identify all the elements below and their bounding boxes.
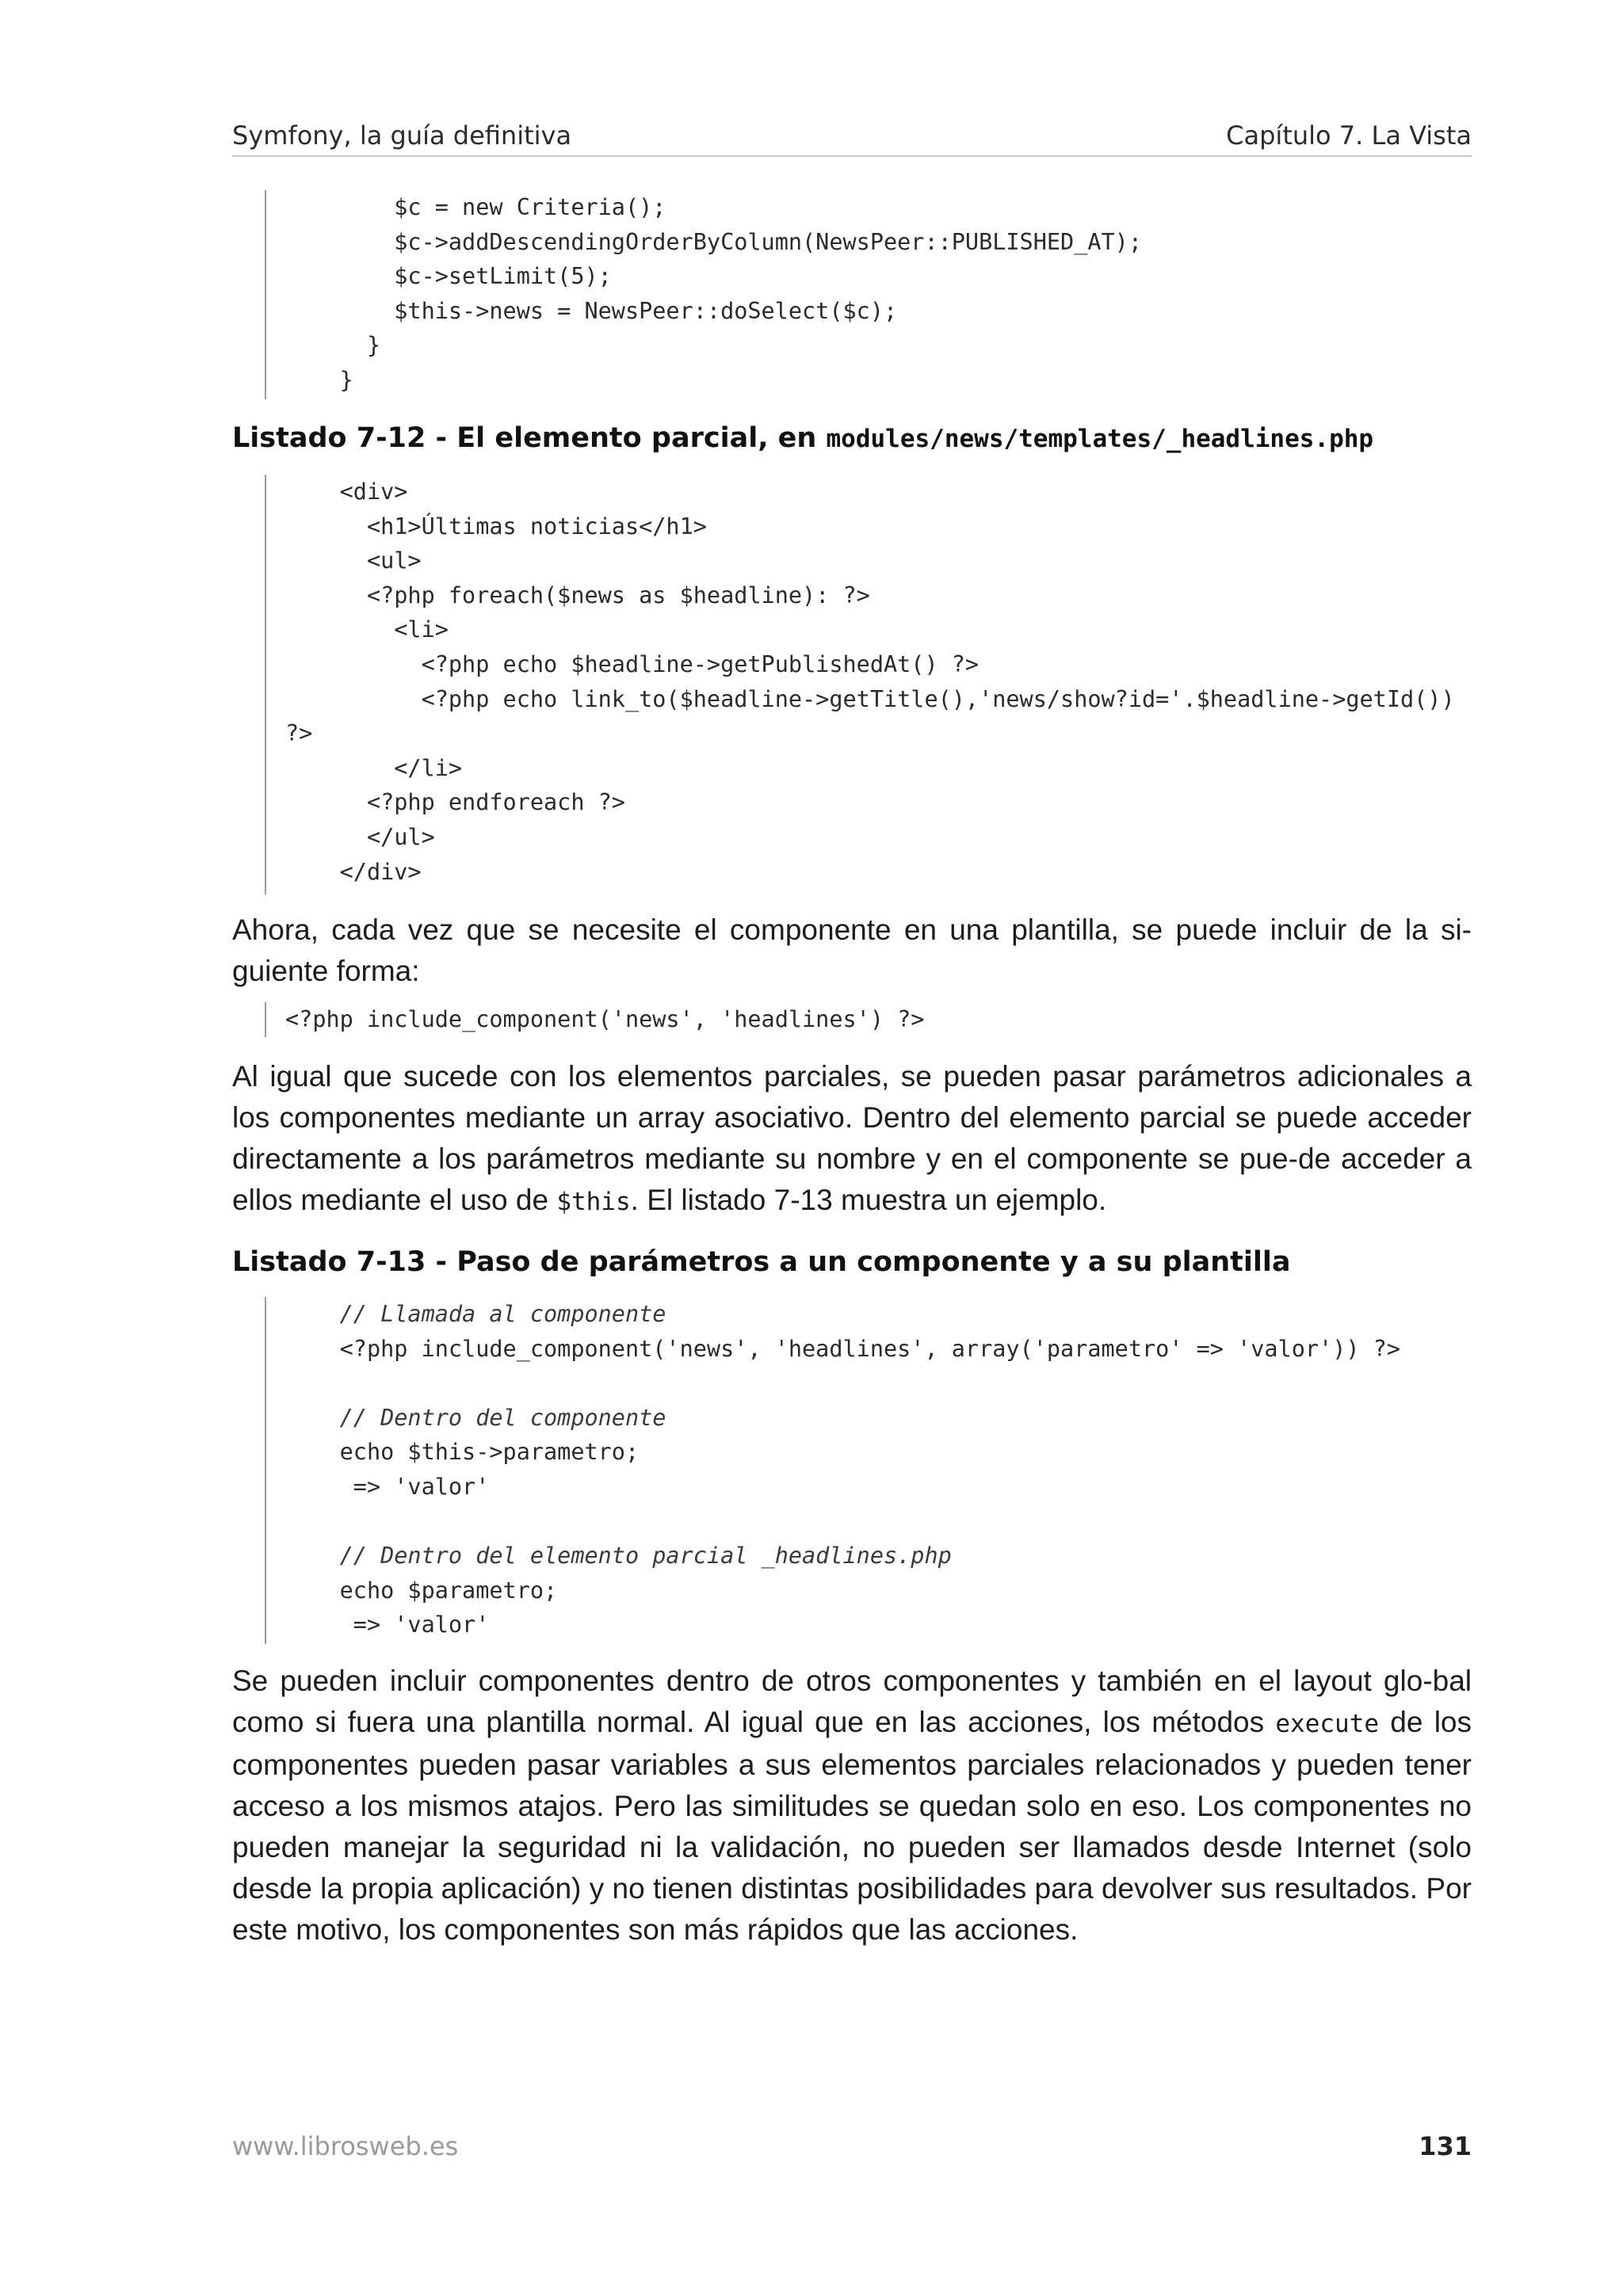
code-line: </ul> (285, 823, 435, 850)
code-line: <?php endforeach ?> (285, 789, 625, 816)
code-line: => 'valor' (285, 1611, 490, 1638)
page-header (232, 116, 1472, 157)
code-comment: // Dentro del componente (285, 1404, 666, 1431)
body-paragraph: Ahora, cada vez que se necesite el componente en una plantilla, se puede incluir de la si-guiente forma: (232, 913, 1472, 987)
code-line (285, 1505, 1400, 1539)
footer-website: www.librosweb.es (232, 2131, 459, 2161)
paragraph-text: . El listado 7-13 muestra un ejemplo. (630, 1184, 1107, 1216)
code-block (265, 475, 1455, 894)
inline-code: execute (1275, 1710, 1380, 1738)
code-comment: // Llamada al componente (285, 1301, 666, 1327)
listing-title-path: modules/news/templates/_headlines.php (826, 425, 1374, 453)
code-line: </li> (285, 754, 463, 781)
code-line (285, 1366, 1400, 1401)
code-line: <?php echo $headline->getPublishedAt() ?> (285, 650, 980, 677)
code-block (265, 1297, 1400, 1644)
code-block (265, 190, 1142, 399)
inline-code: $this (556, 1188, 631, 1216)
chapter-title: Capítulo 7. La Vista (1226, 120, 1472, 151)
code-line: ?> (285, 720, 313, 747)
code-line: } (285, 366, 353, 393)
code-line: <h1>Últimas noticias</h1> (285, 513, 707, 540)
paragraph-text: de los componentes pueden pasar variables a sus elementos parciales relacionados y pueden tener acceso a los mismos atajos. Pero las similitudes se quedan solo en eso. Los componentes no pueden manejar la seguridad ni la validación, no pueden ser llamados desde Internet (solo desde la propia aplicación) y no tienen distintas posibilidades para devolver sus resultados. Por este motivo, los componentes son más rápidos que las acciones. (232, 1706, 1472, 1946)
code-line: $c->setLimit(5); (285, 263, 612, 290)
code-line: } (285, 332, 381, 359)
listing-title: Listado 7-13 - Paso de parámetros a un componente y a su plantilla (232, 1246, 1291, 1278)
paragraph-text: Se pueden incluir componentes dentro de otros componentes y también en el layout glo-bal como si fuera una plantilla normal. Al igual que en las acciones, los métodos (232, 1665, 1472, 1738)
body-paragraph (232, 1661, 1472, 1951)
code-line: <?php foreach($news as $headline): ?> (285, 582, 870, 608)
body-paragraph (232, 1056, 1472, 1222)
book-title: Symfony, la guía definitiva (232, 120, 572, 151)
code-block (265, 1002, 924, 1037)
code-line: echo $parametro; (285, 1577, 558, 1604)
paragraph-text: Al igual que sucede con los elementos parciales, se pueden pasar parámetros adicionales a los componentes mediante un array asociativo. Dentro del elemento parcial se puede acceder directamente a los parámetros mediante su nombre y en el componente se pue-de acceder a ellos mediante el uso de (232, 1060, 1472, 1216)
code-line: <?php include_component('news', 'headlines', array('parametro' => 'valor')) ?> (285, 1335, 1400, 1362)
code-line: echo $this->parametro; (285, 1439, 640, 1466)
code-line: $c->addDescendingOrderByColumn(NewsPeer::PUBLISHED_AT); (285, 228, 1142, 255)
code-line: <?php include_component('news', 'headlines') ?> (285, 1006, 925, 1032)
code-line: </div> (285, 858, 422, 885)
listing-title-text: Listado 7-12 - El elemento parcial, en (232, 422, 827, 454)
code-line: <ul> (285, 547, 422, 574)
code-line: <li> (285, 616, 449, 643)
code-comment: // Dentro del elemento parcial _headlines.php (285, 1543, 952, 1569)
code-line: <div> (285, 479, 408, 505)
code-line: $c = new Criteria(); (285, 194, 666, 220)
code-line: $this->news = NewsPeer::doSelect($c); (285, 297, 898, 324)
code-line: <?php echo link_to($headline->getTitle(),'news/show?id='.$headline->getId()) (285, 685, 1455, 712)
page-number: 131 (1419, 2131, 1472, 2161)
code-line: => 'valor' (285, 1473, 490, 1500)
listing-title (232, 421, 1373, 456)
